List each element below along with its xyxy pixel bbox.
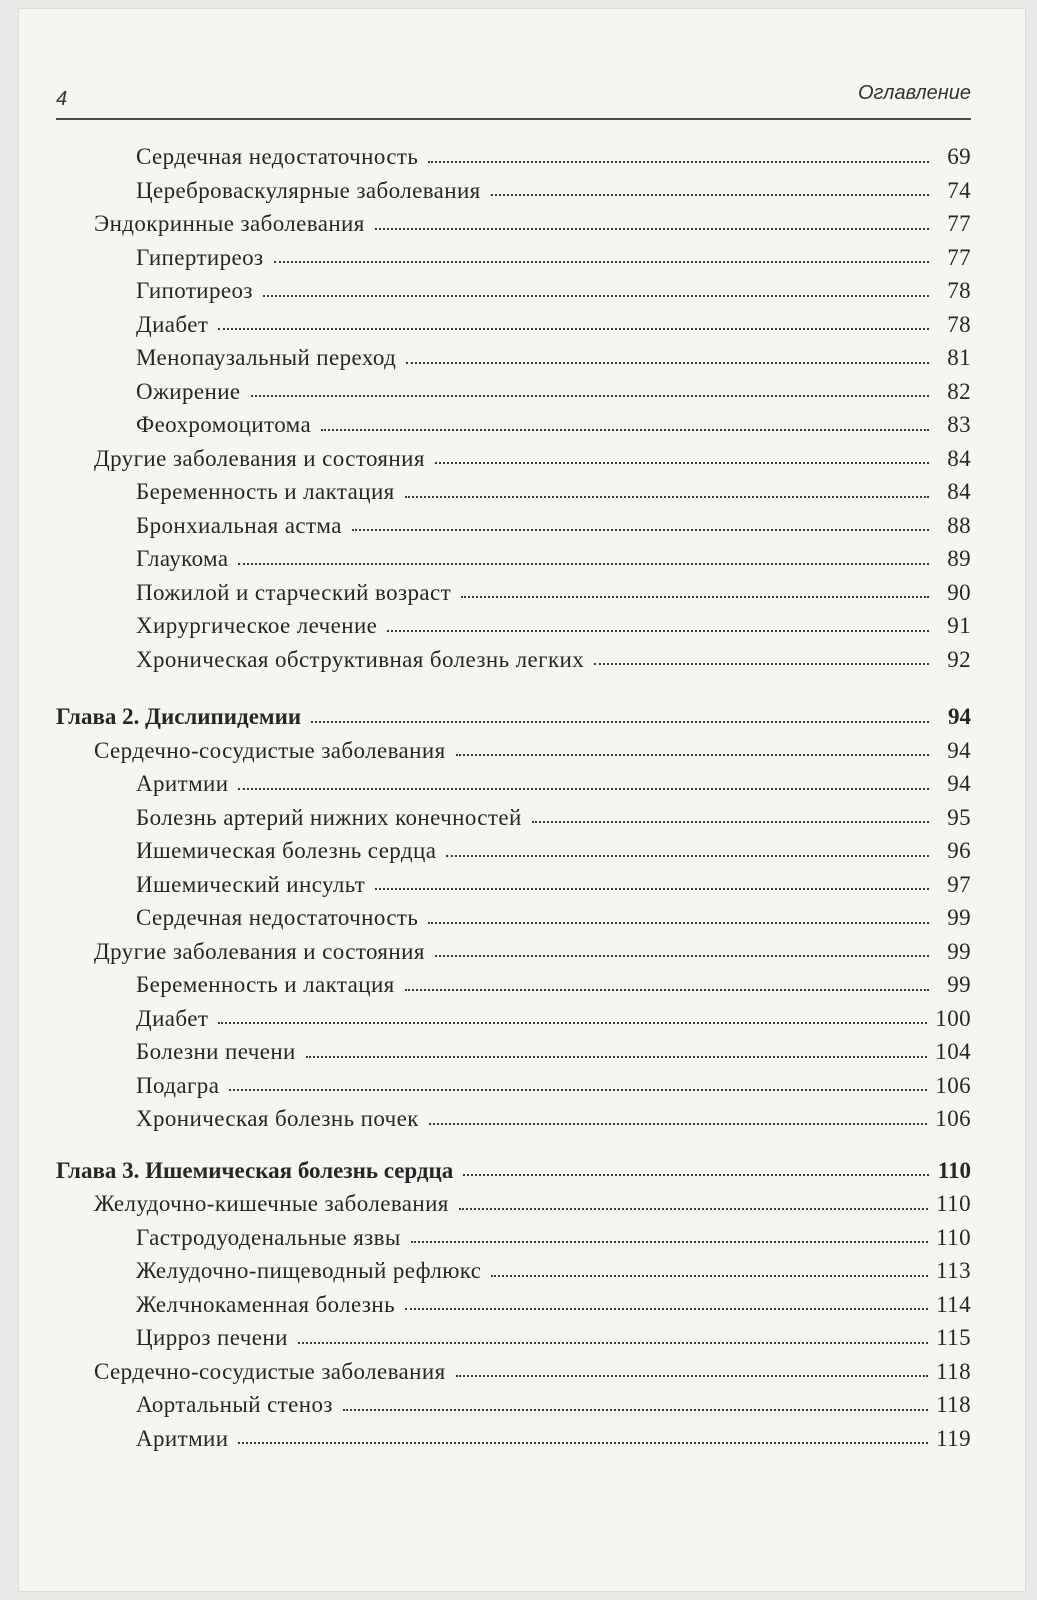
- toc-entry-page: 88: [947, 512, 971, 538]
- dot-leader: [405, 1307, 928, 1310]
- dot-leader: [456, 753, 929, 756]
- toc-entry-title: Диабет: [136, 311, 209, 337]
- dot-leader: [238, 787, 929, 790]
- toc-entry-title: Хирургическое лечение: [136, 613, 378, 639]
- toc-entry-title: Беременность и лактация: [136, 479, 395, 505]
- dot-leader: [375, 227, 929, 230]
- table-of-contents: [56, 136, 971, 1451]
- toc-entry[interactable]: [56, 897, 971, 931]
- toc-section-title: Другие заболевания и состояния: [94, 938, 425, 964]
- toc-entry-page: 83: [947, 412, 971, 438]
- toc-entry-page: 82: [947, 378, 971, 404]
- toc-section-page: 118: [936, 1358, 971, 1384]
- dot-leader: [456, 1374, 929, 1377]
- dot-leader: [218, 1021, 927, 1024]
- toc-entry-title: Цереброваскулярные заболевания: [136, 177, 481, 203]
- toc-entry[interactable]: [56, 864, 971, 898]
- toc-entry[interactable]: [56, 337, 971, 371]
- dot-leader: [594, 662, 929, 665]
- dot-leader: [238, 562, 929, 565]
- toc-section-page: 77: [947, 211, 971, 237]
- dot-leader: [218, 327, 929, 330]
- dot-leader: [263, 294, 929, 297]
- toc-entry[interactable]: [56, 964, 971, 998]
- toc-entry[interactable]: [56, 1031, 971, 1065]
- toc-chapter-title: Глава 3. Ишемическая болезнь сердца: [56, 1157, 454, 1183]
- dot-leader: [238, 1441, 928, 1444]
- toc-entry-page: 114: [936, 1291, 971, 1317]
- toc-section-page: 94: [947, 737, 971, 763]
- dot-leader: [491, 193, 929, 196]
- toc-entry-page: 91: [947, 613, 971, 639]
- toc-entry[interactable]: [56, 1284, 971, 1318]
- toc-entry-page: 95: [947, 804, 971, 830]
- dot-leader: [352, 528, 929, 531]
- toc-section-page: 99: [947, 938, 971, 964]
- dot-leader: [343, 1408, 928, 1411]
- toc-entry-title: Желудочно-пищеводный рефлюкс: [136, 1258, 482, 1284]
- toc-entry-page: 96: [947, 838, 971, 864]
- toc-entry[interactable]: [56, 605, 971, 639]
- toc-entry-page: 119: [936, 1425, 971, 1451]
- toc-chapter[interactable]: [56, 696, 971, 730]
- toc-section[interactable]: [56, 438, 971, 472]
- toc-entry-page: 84: [947, 479, 971, 505]
- toc-entry-title: Гастродуоденальные язвы: [136, 1224, 401, 1250]
- toc-entry-page: 99: [947, 905, 971, 931]
- dot-leader: [406, 361, 929, 364]
- toc-entry[interactable]: [56, 237, 971, 271]
- toc-section[interactable]: [56, 1183, 971, 1217]
- toc-entry[interactable]: [56, 1418, 971, 1452]
- toc-entry-page: 78: [947, 278, 971, 304]
- toc-entry[interactable]: [56, 830, 971, 864]
- dot-leader: [387, 629, 929, 632]
- dot-leader: [428, 921, 929, 924]
- dot-leader: [298, 1341, 928, 1344]
- dot-leader: [405, 988, 929, 991]
- toc-entry[interactable]: [56, 1317, 971, 1351]
- dot-leader: [463, 1173, 929, 1176]
- running-title: Оглавление: [857, 82, 971, 104]
- dot-leader: [459, 1207, 928, 1210]
- toc-section[interactable]: [56, 730, 971, 764]
- toc-section-title: Желудочно-кишечные заболевания: [94, 1191, 449, 1217]
- toc-entry[interactable]: [56, 136, 971, 170]
- toc-entry-page: 94: [947, 771, 971, 797]
- dot-leader: [306, 1055, 928, 1058]
- toc-entry-title: Желчнокаменная болезнь: [136, 1291, 396, 1317]
- dot-leader: [311, 720, 929, 723]
- toc-section[interactable]: [56, 931, 971, 965]
- dot-leader: [446, 854, 929, 857]
- dot-leader: [435, 461, 929, 464]
- toc-entry-page: 118: [936, 1392, 971, 1418]
- toc-entry[interactable]: [56, 763, 971, 797]
- toc-entry[interactable]: [56, 304, 971, 338]
- toc-entry[interactable]: [56, 505, 971, 539]
- toc-entry-title: Гипотиреоз: [136, 278, 253, 304]
- book-page: [18, 8, 1026, 1592]
- dot-leader: [429, 1122, 927, 1125]
- dot-leader: [321, 428, 929, 431]
- toc-entry-page: 100: [935, 1005, 971, 1031]
- toc-entry-page: 81: [947, 345, 971, 371]
- dot-leader: [532, 820, 929, 823]
- toc-section-title: Другие заболевания и состояния: [94, 445, 425, 471]
- toc-entry[interactable]: [56, 572, 971, 606]
- toc-entry[interactable]: [56, 639, 971, 673]
- toc-entry-title: Хроническая болезнь почек: [136, 1106, 419, 1132]
- toc-entry-title: Ишемический инсульт: [136, 871, 366, 897]
- toc-entry-title: Диабет: [136, 1005, 209, 1031]
- toc-entry[interactable]: [56, 404, 971, 438]
- dot-leader: [274, 260, 930, 263]
- toc-entry-page: 78: [947, 311, 971, 337]
- toc-entry-page: 92: [947, 646, 971, 672]
- toc-section-page: 110: [936, 1191, 971, 1217]
- toc-entry-title: Подагра: [136, 1072, 220, 1098]
- toc-entry[interactable]: [56, 1384, 971, 1418]
- toc-entry-title: Менопаузальный переход: [136, 345, 397, 371]
- page-number: 4: [56, 88, 68, 110]
- toc-entry[interactable]: [56, 170, 971, 204]
- toc-entry[interactable]: [56, 998, 971, 1032]
- toc-section-title: Сердечно-сосудистые заболевания: [94, 737, 446, 763]
- toc-entry-page: 106: [935, 1072, 971, 1098]
- toc-entry[interactable]: [56, 270, 971, 304]
- dot-leader: [251, 394, 929, 397]
- toc-entry[interactable]: [56, 1250, 971, 1284]
- dot-leader: [428, 160, 929, 163]
- toc-entry-title: Бронхиальная астма: [136, 512, 342, 538]
- toc-entry-title: Аритмии: [136, 1425, 229, 1451]
- toc-section-title: Сердечно-сосудистые заболевания: [94, 1358, 446, 1384]
- dot-leader: [411, 1240, 928, 1243]
- toc-entry-page: 90: [947, 579, 971, 605]
- toc-section[interactable]: [56, 1351, 971, 1385]
- toc-section[interactable]: [56, 203, 971, 237]
- toc-entry[interactable]: [56, 797, 971, 831]
- toc-entry-title: Ожирение: [136, 378, 241, 404]
- toc-entry-title: Аритмии: [136, 771, 229, 797]
- toc-chapter-page: 94: [948, 704, 971, 730]
- toc-entry-page: 104: [935, 1039, 971, 1065]
- page-header: [56, 78, 971, 120]
- toc-entry[interactable]: [56, 471, 971, 505]
- toc-entry[interactable]: [56, 1098, 971, 1132]
- toc-section-title: Эндокринные заболевания: [94, 211, 365, 237]
- toc-entry-title: Сердечная недостаточность: [136, 144, 419, 170]
- dot-leader: [435, 954, 929, 957]
- toc-entry-title: Ишемическая болезнь сердца: [136, 838, 437, 864]
- toc-section-page: 84: [947, 445, 971, 471]
- toc-entry-page: 115: [936, 1325, 971, 1351]
- toc-entry[interactable]: [56, 1217, 971, 1251]
- dot-leader: [491, 1274, 928, 1277]
- toc-entry-page: 99: [947, 972, 971, 998]
- toc-entry-title: Феохромоцитома: [136, 412, 312, 438]
- toc-entry-page: 106: [935, 1106, 971, 1132]
- toc-entry[interactable]: [56, 371, 971, 405]
- toc-entry-page: 97: [947, 871, 971, 897]
- dot-leader: [229, 1088, 927, 1091]
- toc-entry-page: 77: [947, 244, 971, 270]
- toc-entry-page: 74: [947, 177, 971, 203]
- toc-entry[interactable]: [56, 1065, 971, 1099]
- toc-chapter[interactable]: [56, 1150, 971, 1184]
- toc-entry-page: 113: [936, 1258, 971, 1284]
- toc-entry-title: Гипертиреоз: [136, 244, 264, 270]
- toc-entry-title: Цирроз печени: [136, 1325, 288, 1351]
- toc-entry-title: Пожилой и старческий возраст: [136, 579, 452, 605]
- toc-entry-title: Сердечная недостаточность: [136, 905, 419, 931]
- toc-entry-page: 110: [936, 1224, 971, 1250]
- dot-leader: [461, 595, 929, 598]
- toc-chapter-page: 110: [937, 1157, 971, 1183]
- toc-entry-title: Аортальный стеноз: [136, 1392, 333, 1418]
- toc-entry-title: Беременность и лактация: [136, 972, 395, 998]
- dot-leader: [375, 887, 929, 890]
- toc-entry-page: 89: [947, 546, 971, 572]
- toc-entry-title: Болезни печени: [136, 1039, 296, 1065]
- dot-leader: [405, 495, 929, 498]
- toc-chapter-title: Глава 2. Дислипидемии: [56, 704, 302, 730]
- toc-entry-page: 69: [947, 144, 971, 170]
- toc-entry-title: Глаукома: [136, 546, 229, 572]
- toc-entry-title: Болезнь артерий нижних конечностей: [136, 804, 522, 830]
- toc-entry-title: Хроническая обструктивная болезнь легких: [136, 646, 585, 672]
- toc-entry[interactable]: [56, 538, 971, 572]
